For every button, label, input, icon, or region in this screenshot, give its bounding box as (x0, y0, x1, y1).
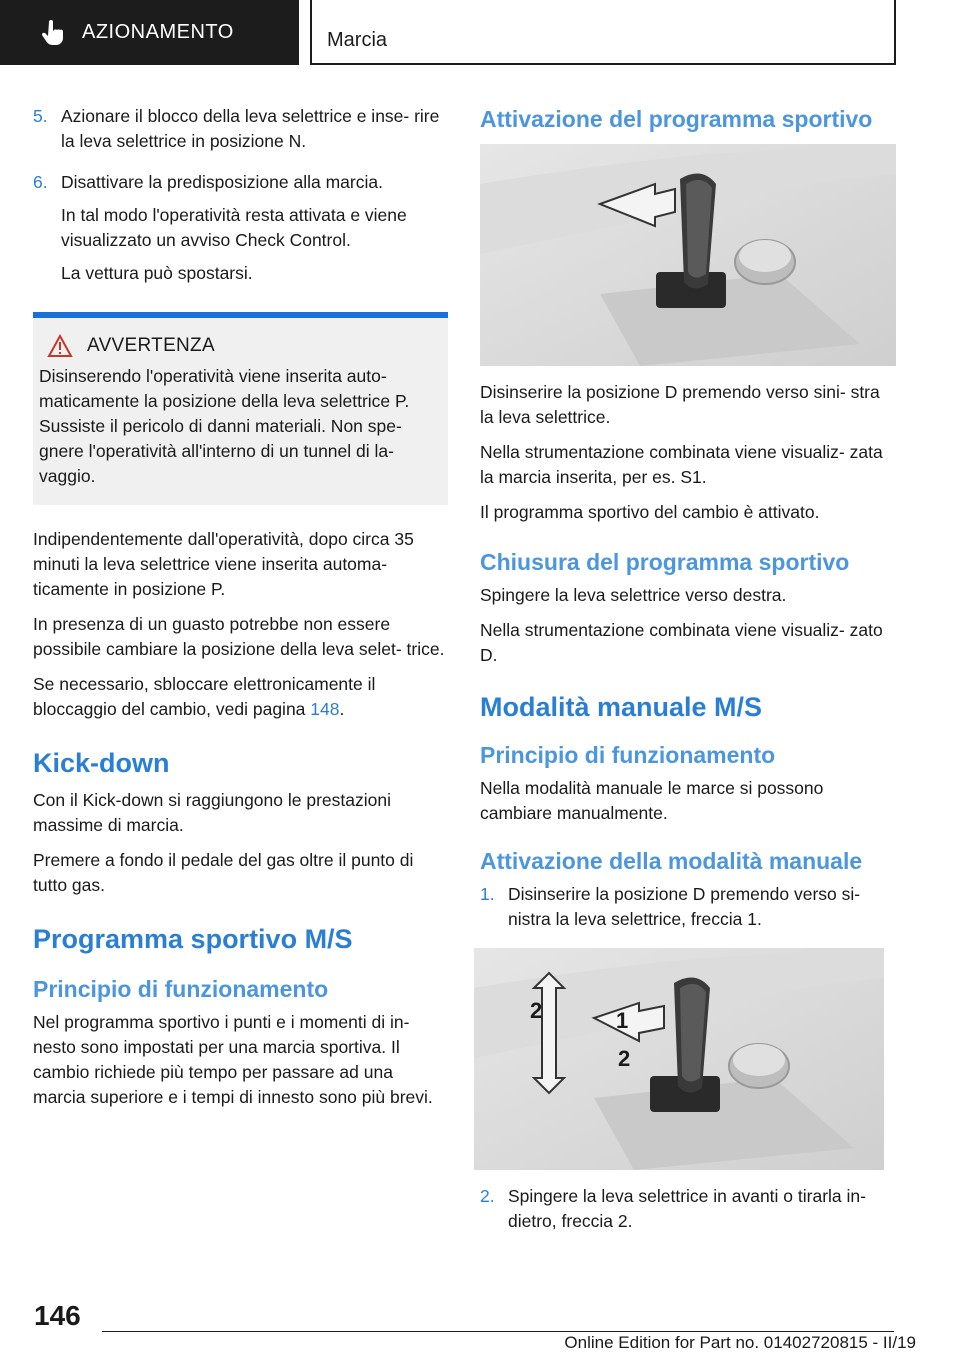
heading-manual-mode: Modalità manuale M/S (480, 692, 763, 722)
heading-sport-program: Programma sportivo M/S (33, 924, 353, 954)
gear-selector-figure-1 (480, 144, 896, 366)
steps-list (33, 104, 448, 294)
arrow-label: 2 (618, 1046, 631, 1071)
list-item (480, 1184, 896, 1242)
warning-triangle-icon (47, 334, 73, 358)
warning-text: Disinserendo l'operatività viene inserita auto- maticamente la posizione della leva selettrice P. Sussiste il pericolo di danni materiali. Non spe- gnere l'operatività all'interno di un tunnel di la- vaggio. (39, 366, 410, 486)
paragraph: Nella strumentazione combinata viene visualiz- zato D. (480, 620, 883, 665)
paragraph: Nella modalità manuale le marce si possono cambiare manualmente. (480, 778, 824, 823)
paragraph: Indipendentemente dall'operatività, dopo circa 35 minuti la leva selettrice viene inserita automa- ticamente in posizione P. (33, 529, 414, 599)
left-column (33, 104, 448, 1120)
arrow-label: 2 (530, 998, 543, 1023)
heading-activation-sport: Attivazione del programma sportivo (480, 106, 873, 132)
subheading-principle: Principio di funzionamento (33, 976, 329, 1002)
paragraph: Il programma sportivo del cambio è attivato. (480, 502, 820, 522)
step-text: Spingere la leva selettrice in avanti o tirarla in- dietro, freccia 2. (508, 1186, 866, 1231)
paragraph: Premere a fondo il pedale del gas oltre il punto di tutto gas. (33, 850, 414, 895)
step-number: 1. (480, 884, 495, 904)
step-text: La vettura può spostarsi. (61, 263, 253, 283)
step-text: Azionare il blocco della leva selettrice e inse- rire la leva selettrice in posizione N. (61, 106, 440, 151)
paragraph: Disinserire la posizione D premendo verso sini- stra la leva selettrice. (480, 382, 880, 427)
step-text: Disattivare la predisposizione alla marcia. (61, 172, 383, 192)
hand-pointer-icon (38, 18, 68, 48)
chapter-title: AZIONAMENTO (82, 21, 234, 43)
paragraph: Con il Kick-down si raggiungono le prestazioni massime di marcia. (33, 790, 391, 835)
page-number: 146 (34, 1300, 81, 1331)
paragraph: Nella strumentazione combinata viene visualiz- zata la marcia inserita, per es. S1. (480, 442, 883, 487)
heading-manual-activation: Attivazione della modalità manuale (480, 848, 863, 874)
warning-title: AVVERTENZA (87, 335, 215, 356)
steps-list (480, 882, 896, 940)
paragraph: Nel programma sportivo i punti e i momenti di in- nesto sono impostati per una marcia sportiva. Il cambio richiede più tempo per passare ad una marcia superiore e i tempi di innesto sono più brevi. (33, 1012, 433, 1107)
footer-divider (102, 1331, 894, 1332)
right-column (480, 104, 896, 1250)
list-item (33, 104, 448, 162)
gear-selector-figure-2 (474, 948, 884, 1170)
section-header (310, 0, 896, 65)
list-item (33, 170, 448, 294)
steps-list (480, 1184, 896, 1242)
edition-text: Online Edition for Part no. 01402720815 - II/19 (564, 1333, 916, 1352)
paragraph: Se necessario, sbloccare elettronicamente il bloccaggio del cambio, vedi pagina 148. (33, 674, 376, 719)
step-number: 6. (33, 172, 48, 192)
warning-box (33, 312, 448, 505)
paragraph: Spingere la leva selettrice verso destra. (480, 585, 787, 605)
step-number: 5. (33, 106, 48, 126)
step-text: Disinserire la posizione D premendo verso si- nistra la leva selettrice, freccia 1. (508, 884, 861, 929)
subheading-principle: Principio di funzionamento (480, 742, 776, 768)
section-title: Marcia (327, 29, 388, 51)
chapter-tab (0, 0, 299, 65)
heading-closing-sport: Chiusura del programma sportivo (480, 549, 850, 575)
step-number: 2. (480, 1186, 495, 1206)
list-item (480, 882, 896, 940)
arrow-label: 1 (616, 1008, 629, 1033)
page-link[interactable]: 148 (310, 699, 340, 719)
step-text: In tal modo l'operatività resta attivata e viene visualizzato un avviso Check Control. (61, 205, 407, 250)
paragraph: In presenza di un guasto potrebbe non essere possibile cambiare la posizione della leva selet- trice. (33, 614, 445, 659)
heading-kickdown: Kick-down (33, 748, 170, 778)
